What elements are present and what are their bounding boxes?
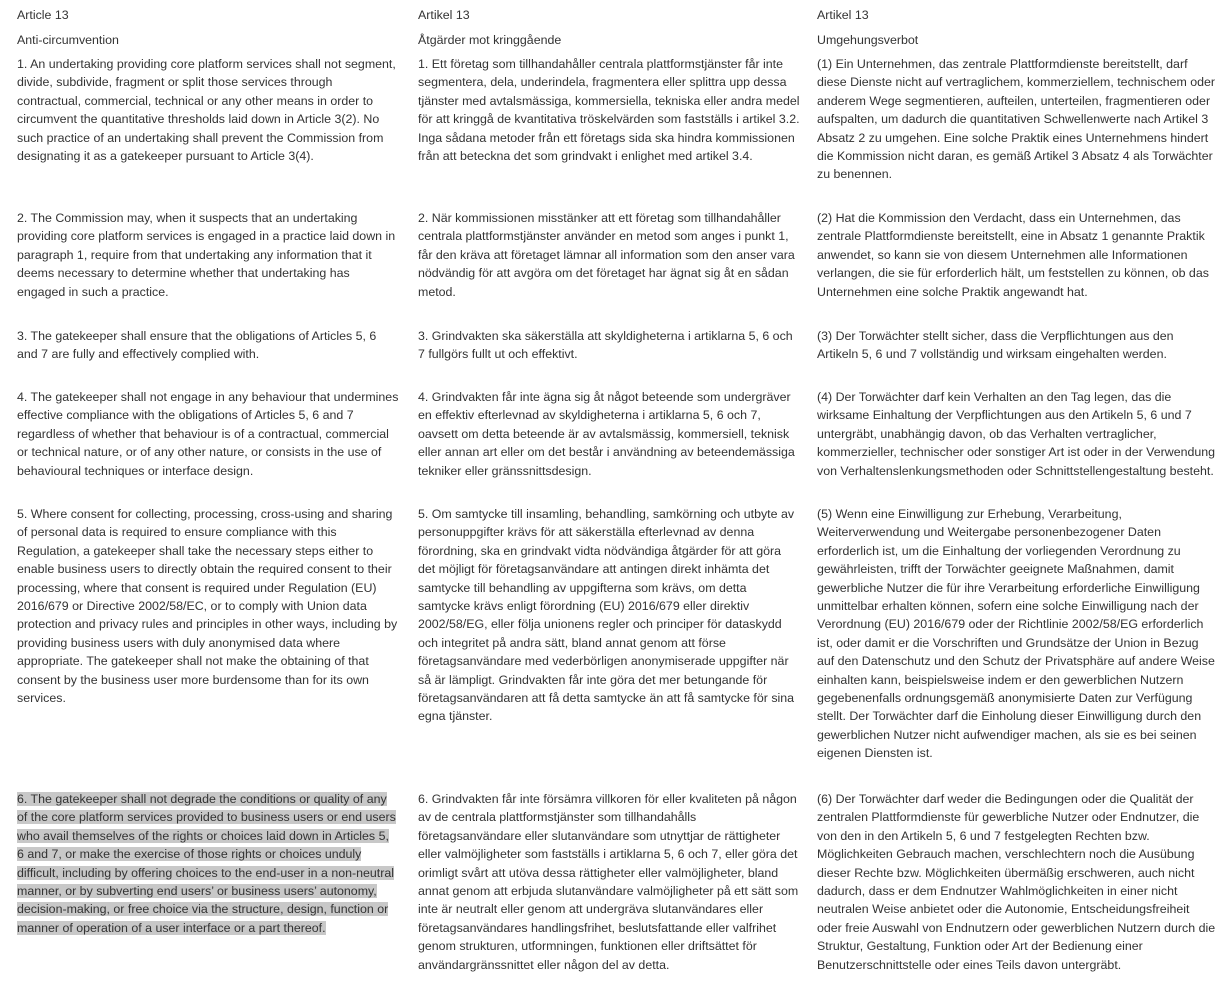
article-number: Artikel 13 [817, 8, 869, 22]
paragraph-3: 3. Grindvakten ska säkerställa att skyldigheterna i artiklarna 5, 6 och 7 fullgörs fullt ut och effektivt. [418, 329, 793, 362]
paragraph-2: 2. När kommissionen misstänker att ett företag som tillhandahåller centrala plattformstjänster använder en metod som anges i punkt 1, får den kräva att företaget lämnar all information som den anser vara nödvändig för att avgöra om det företaget har ägnat sig åt en sådan metod. [418, 211, 795, 299]
paragraph-1: (1) Ein Unternehmen, das zentrale Plattformdienste bereitstellt, darf diese Dienste nicht auf vertraglichem, kommerziellem, technischem oder anderem Wege segmentieren, aufteilen, unterteilen, fragmentieren oder aufspalten, um dadurch die quantitativen Schwellenwerte nach Artikel 3 Absatz 2 zu umgehen. Eine solche Praktik eines Unternehmens hindert die Kommission nicht daran, es gemäß Artikel 3 Absatz 4 als Torwächter zu benennen. [817, 57, 1216, 182]
paragraph-1: 1. Ett företag som tillhandahåller centrala plattformstjänster får inte segmentera, dela, underindela, fragmentera eller splittra upp dessa tjänster med avtalsmässiga, kommersiella, tekniska eller andra medel för att kringgå de kvantitativa tröskelvärden som fastställs i artikel 3.2. Inga sådana metoder från ett företags sida ska hindra kommissionen från att beteckna det som grindvakt i enlighet med artikel 3.4. [418, 57, 800, 164]
paragraph-3: (3) Der Torwächter stellt sicher, dass die Verpflichtungen aus den Artikeln 5, 6 und 7 vollständig und wirksam eingehalten werden. [817, 329, 1174, 362]
paragraph-1: 1. An undertaking providing core platform services shall not segment, divide, subdivide, fragment or split those services through contractual, commercial, technical or any other means in order to circumvent the quantitative thresholds laid down in Article 3(2). No such practice of an undertaking shall prevent the Commission from designating it as a gatekeeper pursuant to Article 3(4). [17, 57, 396, 164]
paragraph-2: (2) Hat die Kommission den Verdacht, dass ein Unternehmen, das zentrale Plattformdienste bereitstellt, eine in Absatz 1 genannte Praktik anwendet, so kann sie von diesem Unternehmen alle Informationen verlangen, die sie für erforderlich hält, um feststellen zu können, ob das Unternehmen eine solche Praktik angewandt hat. [817, 211, 1209, 299]
paragraph-4: (4) Der Torwächter darf kein Verhalten an den Tag legen, das die wirksame Einhaltung der Verpflichtungen aus den Artikeln 5, 6 und 7 untergräbt, unabhängig davon, ob das Verhalten vertraglicher, kommerzieller, technischer oder sonstiger Art ist oder in der Verwendung von Verhaltenslenkungsmethoden oder Schnittstellengestaltung besteht. [817, 390, 1216, 478]
paragraph-5: (5) Wenn eine Einwilligung zur Erhebung, Verarbeitung, Weiterverwendung und Weitergabe personenbezogener Daten erforderlich ist, um die Einhaltung der vorliegenden Verordnung zu gewährleisten, trifft der Torwächter geeignete Maßnahmen, damit gewerbliche Nutzer die für ihre Verarbeitung erforderliche Einwilligung unmittelbar erhalten können, sofern eine solche Einwilligung nach der Verordnung (EU) 2016/679 oder der Richtlinie 2002/58/EG erforderlich ist, oder damit er die Vorschriften und Grundsätze der Union in Bezug auf den Datenschutz und den Schutz der Privatsphäre auf andere Weise einhalten kann, beispielsweise indem er den gewerblichen Nutzern gegebenenfalls ordnungsgemäß anonymisierte Daten zur Verfügung stellt. Der Torwächter darf die Einholung dieser Einwilligung durch den gewerblichen Nutzer nicht aufwendiger machen, als sie es bei seinen eigenen Diensten ist. [817, 507, 1215, 761]
paragraph-5: 5. Where consent for collecting, processing, cross-using and sharing of personal data is required to ensure compliance with this Regulation, a gatekeeper shall take the necessary steps either to enable business users to directly obtain the required consent to their processing, where that consent is required under Regulation (EU) 2016/679 or Directive 2002/58/EC, or to comply with Union data protection and privacy rules and principles in other ways, including by providing business users with duly anonymised data where appropriate. The gatekeeper shall not make the obtaining of that consent by the business user more burdensome than for its own services. [17, 507, 398, 706]
paragraph-4: 4. The gatekeeper shall not engage in any behaviour that undermines effective compliance with the obligations of Articles 5, 6 and 7 regardless of whether that behaviour is of a contractual, commercial or technical nature, or of any other nature, or consists in the use of behavioural techniques or interface design. [17, 390, 399, 478]
article-title: Anti-circumvention [17, 33, 119, 47]
article-number: Article 13 [17, 8, 69, 22]
article-title: Åtgärder mot kringgående [418, 33, 562, 47]
paragraph-4: 4. Grindvakten får inte ägna sig åt något beteende som undergräver en effektiv efterlevnad av skyldigheterna i artiklarna 5, 6 och 7, oavsett om detta beteende är av avtalsmässig, kommersiell, teknisk eller annan art eller om det består i användning av beteendemässiga tekniker eller gränssnittsdesign. [418, 390, 795, 478]
paragraph-6: 6. Grindvakten får inte försämra villkoren för eller kvaliteten på någon av de centrala plattformstjänster som tillhandahålls företagsanvändare eller slutanvändare som utnyttjar de rättigheter eller valmöjligheter som fastställs i artiklarna 5, 6 och 7, eller göra det orimligt svårt att utöva dessa rättigheter eller valmöjligheter, bland annat genom att erbjuda slutanvändare valmöjligheter på ett sätt som inte är neutralt eller genom att undergräva slutanvändares eller företagsanvändares handlingsfrihet, beslutsfattande eller valfrihet genom strukturen, utformningen, funktionen eller driftsättet för användargränssnittet eller någon del av detta. [418, 792, 799, 972]
paragraph-5: 5. Om samtycke till insamling, behandling, samkörning och utbyte av personuppgifter krävs för att säkerställa efterlevnad av denna förordning, ska en grindvakt vidta nödvändiga åtgärder för att göra det möjligt för företagsanvändare att antingen direkt inhämta det samtycke till behandling av uppgifterna som krävs, om detta samtycke krävs enligt förordning (EU) 2016/679 eller direktiv 2002/58/EG, eller följa unionens regler och principer för dataskydd och integritet på andra sätt, bland annat genom att förse företagsanvändare med vederbörligen anonymiserade uppgifter när så är lämpligt. Grindvakten får inte göra det mer betungande för företagsanvändaren att få detta samtycke än att få samtycke för sina egna tjänster. [418, 507, 795, 724]
text-selection: 6. The gatekeeper shall not degrade the conditions or quality of any of the core platform services provided to business users or end users who avail themselves of the rights or choices laid down in Articles 5, 6 and 7, or make the exercise of those rights or choices unduly difficult, including by offering choices to the end-user in a non-neutral manner, or by subverting end users’ or business users’ autonomy, decision-making, or free choice via the structure, design, function or manner of operation of a user interface or a part thereof. [17, 792, 396, 935]
article-number: Artikel 13 [418, 8, 470, 22]
article-title: Umgehungsverbot [817, 33, 919, 47]
paragraph-6-selected[interactable] [17, 790, 399, 937]
paragraph-6: (6) Der Torwächter darf weder die Bedingungen oder die Qualität der zentralen Plattformdienste für gewerbliche Nutzer oder Endnutzer, die von den in den Artikeln 5, 6 und 7 festgelegten Rechten bzw. Möglichkeiten Gebrauch machen, verschlechtern noch die Ausübung dieser Rechte bzw. Möglichkeiten übermäßig erschweren, auch nicht dadurch, dass er dem Endnutzer Wahlmöglichkeiten in einer nicht neutralen Weise anbietet oder die Autonomie, Entscheidungsfreiheit oder freie Auswahl von Endnutzern oder gewerblichen Nutzern durch die Struktur, Gestaltung, Funktion oder Art der Bedienung einer Benutzerschnittstelle oder eines Teils davon untergräbt. [817, 792, 1216, 972]
paragraph-2: 2. The Commission may, when it suspects that an undertaking providing core platform services is engaged in a practice laid down in paragraph 1, require from that undertaking any information that it deems necessary to determine whether that undertaking has engaged in such a practice. [17, 211, 396, 299]
paragraph-3: 3. The gatekeeper shall ensure that the obligations of Articles 5, 6 and 7 are fully and effectively complied with. [17, 329, 377, 362]
